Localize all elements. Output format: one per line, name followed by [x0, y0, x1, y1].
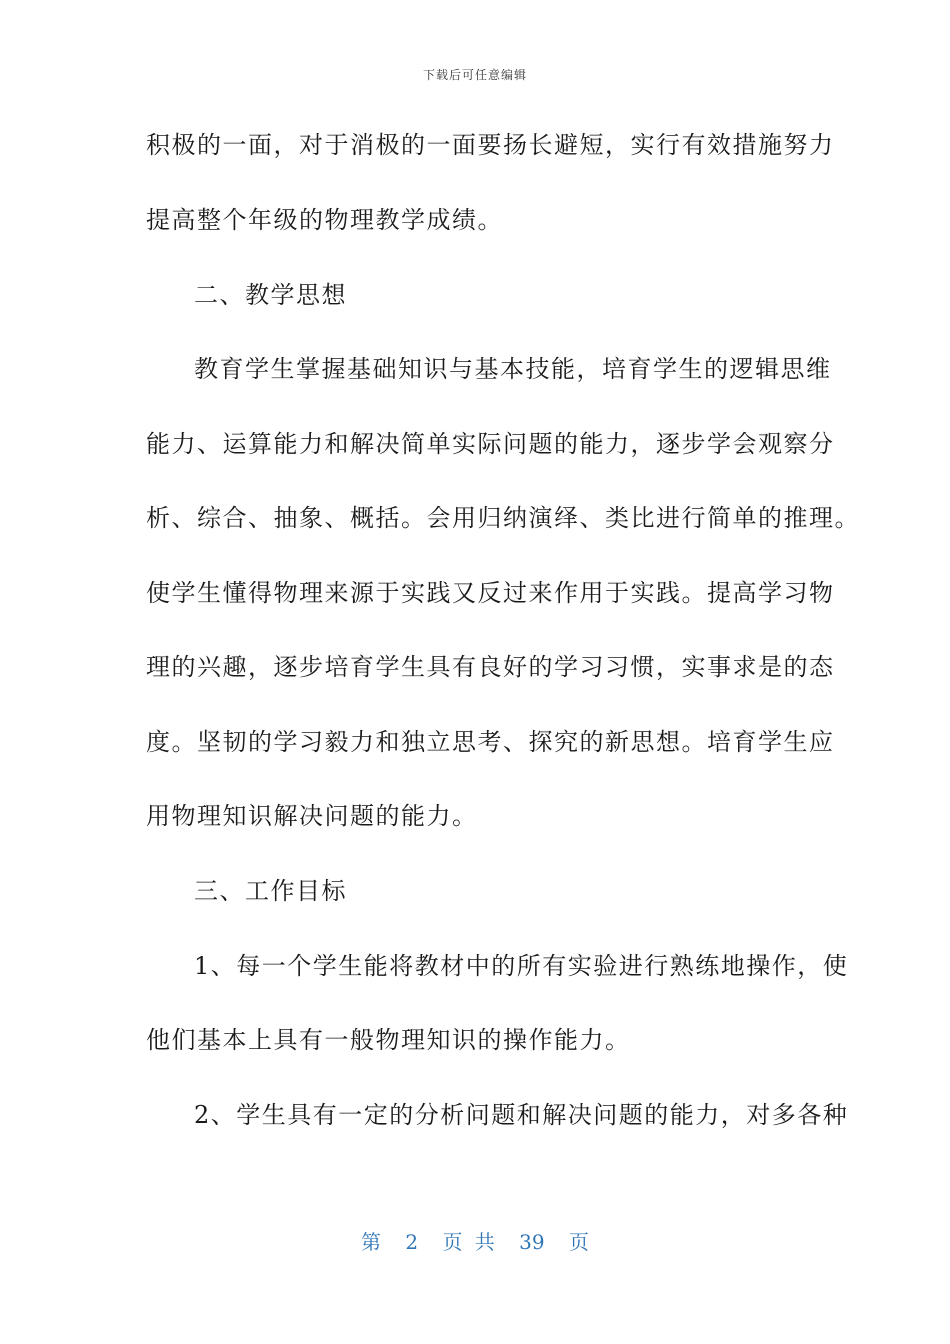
body-line-1: 积极的一面，对于消极的一面要扬长避短，实行有效措施努力 — [146, 131, 835, 159]
body-line-13: 他们基本上具有一般物理知识的操作能力。 — [146, 1026, 631, 1054]
body-line-8: 理的兴趣，逐步培育学生具有良好的学习习惯，实事求是的态 — [146, 653, 835, 681]
page-header: 下载后可任意编辑 — [422, 68, 527, 82]
body-line-9: 度。坚韧的学习毅力和独立思考、探究的新思想。培育学生应 — [146, 728, 835, 756]
body-line-4: 教育学生掌握基础知识与基本技能，培育学生的逻辑思维 — [194, 355, 832, 383]
footer-middle: 页 共 — [442, 1230, 495, 1254]
body-line-5: 能力、运算能力和解决简单实际问题的能力，逐步学会观察分 — [146, 430, 835, 458]
body-line-12: 1、每一个学生能将教材中的所有实验进行熟练地操作，使 — [194, 952, 849, 980]
page-footer — [0, 1226, 950, 1255]
footer-suffix: 页 — [568, 1230, 589, 1254]
footer-total-pages: 39 — [519, 1230, 545, 1254]
section-heading-teaching-thought: 二、教学思想 — [194, 281, 347, 309]
footer-prefix: 第 — [361, 1230, 381, 1254]
body-line-2: 提高整个年级的物理教学成绩。 — [146, 206, 503, 234]
footer-current-page: 2 — [405, 1230, 419, 1254]
body-line-10: 用物理知识解决问题的能力。 — [146, 802, 478, 830]
body-line-7: 使学生懂得物理来源于实践又反过来作用于实践。提高学习物 — [146, 579, 835, 607]
body-line-14: 2、学生具有一定的分析问题和解决问题的能力，对多各种 — [194, 1101, 849, 1129]
body-line-6: 析、综合、抽象、概括。会用归纳演绎、类比进行简单的推理。 — [146, 504, 860, 532]
section-heading-work-goals: 三、工作目标 — [194, 877, 347, 905]
